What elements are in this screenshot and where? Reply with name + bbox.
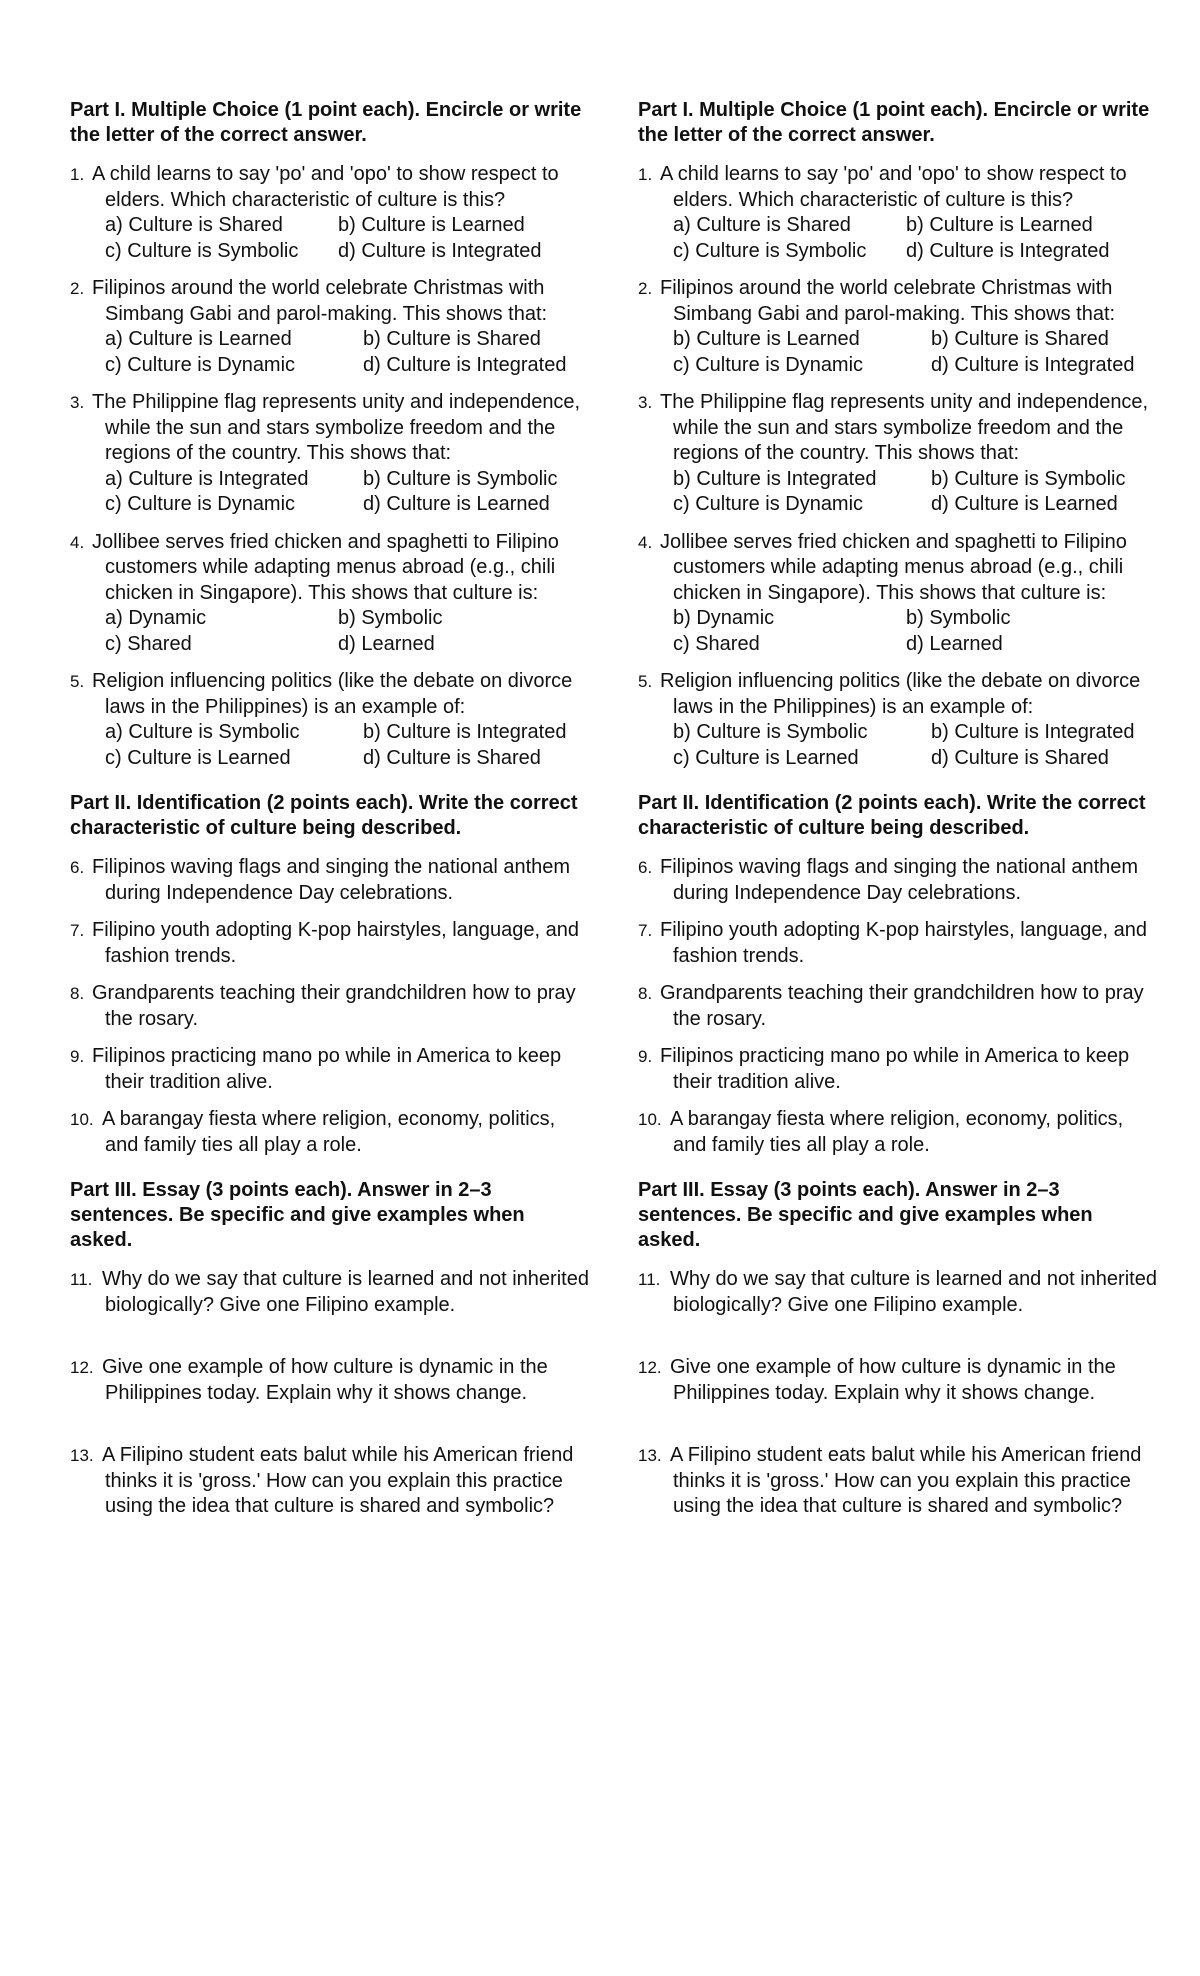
answer-option[interactable]: b) Culture is Learned — [673, 328, 860, 350]
answer-option[interactable]: d) Culture is Shared — [931, 746, 1109, 769]
question-text: Religion influencing politics (like the debate on divorce laws in the Philippines) is an example of: — [660, 670, 1141, 718]
answer-option[interactable]: b) Culture is Symbolic — [931, 467, 1126, 490]
question-number: 1. — [70, 165, 85, 184]
part-section — [70, 98, 590, 771]
question-text: Give one example of how culture is dynamic in the Philippines today. Explain why it shows change. — [102, 1356, 548, 1404]
question-number: 9. — [638, 1047, 653, 1066]
question-text: A Filipino student eats balut while his American friend thinks it is 'gross.' How can you explain this practice using the idea that culture is shared and symbolic? — [102, 1444, 574, 1517]
question-number: 3. — [70, 393, 85, 412]
question-number: 10. — [70, 1110, 94, 1129]
question-text: Jollibee serves fried chicken and spaghetti to Filipino customers while adapting menus abroad (e.g., chili chicken in Singapore). This shows that culture is: — [660, 530, 1127, 604]
question-text: A barangay fiesta where religion, economy, politics, and family ties all play a role. — [102, 1108, 556, 1156]
question-stem — [638, 1044, 1158, 1095]
part-title: Part III. Essay (3 points each). Answer in 2–3 sentences. Be specific and give examples when asked. — [638, 1179, 1093, 1251]
question-item — [70, 162, 590, 264]
answer-options — [70, 213, 590, 264]
question-text: Religion influencing politics (like the debate on divorce laws in the Philippines) is an example of: — [92, 670, 573, 718]
question-number: 6. — [70, 858, 85, 877]
answer-option[interactable]: d) Learned — [906, 632, 1003, 655]
question-text: The Philippine flag represents unity and independence, while the sun and stars symbolize freedom and the regions of the country. This shows that: — [92, 391, 581, 464]
question-number: 2. — [70, 279, 85, 298]
answer-option[interactable]: a) Culture is Learned — [105, 328, 292, 350]
question-number: 7. — [638, 921, 653, 940]
answer-options — [638, 327, 1158, 378]
answer-options — [70, 327, 590, 378]
question-stem — [70, 1443, 590, 1520]
question-stem — [638, 1355, 1158, 1406]
question-item — [70, 981, 590, 1032]
question-stem — [70, 918, 590, 969]
question-item — [70, 390, 590, 518]
question-text: The Philippine flag represents unity and independence, while the sun and stars symbolize freedom and the regions of the country. This shows that: — [660, 391, 1149, 464]
question-number: 12. — [70, 1358, 94, 1377]
answer-options — [70, 720, 590, 771]
answer-options — [70, 606, 590, 657]
question-text: A child learns to say 'po' and 'opo' to show respect to elders. Which characteristic of culture is this? — [92, 163, 559, 211]
question-stem — [638, 1267, 1158, 1318]
question-stem — [70, 1107, 590, 1158]
part-section — [638, 791, 1158, 1158]
question-item — [638, 1355, 1158, 1406]
answer-option[interactable]: b) Culture is Shared — [363, 328, 541, 350]
answer-option[interactable]: a) Culture is Shared — [105, 214, 283, 236]
question-item — [70, 1044, 590, 1095]
question-item — [70, 1267, 590, 1318]
part-title: Part I. Multiple Choice (1 point each). Encircle or write the letter of the correct answer. — [638, 99, 1150, 146]
question-stem — [638, 1107, 1158, 1158]
answer-option[interactable]: d) Culture is Learned — [363, 493, 550, 515]
question-item — [70, 1443, 590, 1520]
question-text: Filipino youth adopting K-pop hairstyles, language, and fashion trends. — [92, 919, 579, 967]
question-item — [638, 669, 1158, 771]
question-item — [638, 981, 1158, 1032]
question-stem — [70, 1044, 590, 1095]
question-number: 1. — [638, 165, 653, 184]
question-item — [638, 276, 1158, 378]
answer-option[interactable]: b) Symbolic — [338, 607, 443, 629]
answer-options — [70, 467, 590, 518]
question-item — [70, 530, 590, 658]
answer-option[interactable]: c) Culture is Dynamic — [673, 493, 864, 515]
answer-option[interactable]: c) Culture is Symbolic — [105, 239, 299, 262]
answer-option[interactable]: d) Culture is Integrated — [931, 353, 1135, 376]
question-stem — [638, 530, 1158, 607]
part-section — [638, 1178, 1158, 1520]
question-number: 4. — [70, 532, 85, 552]
question-text: Jollibee serves fried chicken and spaghetti to Filipino customers while adapting menus abroad (e.g., chili chicken in Singapore). This shows that culture is: — [92, 530, 559, 604]
answer-option[interactable]: a) Culture is Shared — [673, 214, 851, 236]
question-text: Filipinos practicing mano po while in America to keep their tradition alive. — [92, 1045, 562, 1093]
part-section — [70, 791, 590, 1158]
question-number: 3. — [638, 393, 653, 412]
answer-option[interactable]: b) Culture is Integrated — [931, 721, 1135, 743]
answer-options — [638, 720, 1158, 771]
question-number: 13. — [70, 1446, 94, 1465]
question-item — [70, 855, 590, 906]
question-item — [70, 918, 590, 969]
question-number: 11. — [638, 1270, 661, 1289]
answer-option[interactable]: d) Culture is Integrated — [338, 239, 542, 262]
answer-option[interactable]: a) Culture is Integrated — [105, 467, 309, 490]
worksheet-column-left — [70, 98, 590, 1557]
question-stem — [638, 855, 1158, 906]
answer-option[interactable]: a) Dynamic — [105, 607, 207, 629]
question-stem — [70, 1267, 590, 1318]
question-stem — [70, 981, 590, 1032]
question-stem — [638, 981, 1158, 1032]
answer-option[interactable]: c) Culture is Dynamic — [105, 493, 296, 515]
question-number: 5. — [70, 672, 85, 691]
part-section — [70, 1178, 590, 1520]
answer-option[interactable]: c) Culture is Learned — [105, 746, 291, 769]
question-stem — [70, 162, 590, 213]
question-text: Why do we say that culture is learned and not inherited biologically? Give one Filipino example. — [102, 1268, 589, 1316]
question-text: Grandparents teaching their grandchildren how to pray the rosary. — [660, 982, 1144, 1030]
answer-option[interactable]: c) Culture is Dynamic — [105, 353, 296, 376]
question-text: A Filipino student eats balut while his American friend thinks it is 'gross.' How can you explain this practice using the idea that culture is shared and symbolic? — [670, 1444, 1142, 1517]
answer-option[interactable]: d) Culture is Shared — [363, 746, 541, 769]
question-number: 10. — [638, 1110, 662, 1129]
question-item — [638, 162, 1158, 264]
answer-option[interactable]: b) Symbolic — [906, 607, 1011, 629]
answer-options — [638, 606, 1158, 657]
answer-option[interactable]: d) Culture is Integrated — [906, 239, 1110, 262]
question-number: 4. — [638, 532, 653, 552]
part-section — [638, 98, 1158, 771]
answer-option[interactable]: c) Shared — [105, 632, 192, 655]
question-item — [638, 918, 1158, 969]
answer-option[interactable]: b) Culture is Symbolic — [673, 721, 868, 743]
question-number: 8. — [638, 984, 653, 1003]
question-item — [638, 1044, 1158, 1095]
answer-option[interactable]: d) Culture is Learned — [931, 493, 1118, 515]
question-stem — [638, 162, 1158, 213]
question-number: 2. — [638, 279, 653, 298]
answer-option[interactable]: b) Culture is Integrated — [673, 467, 877, 490]
part-title: Part II. Identification (2 points each). Write the correct characteristic of culture being described. — [638, 792, 1146, 839]
question-item — [70, 669, 590, 771]
question-item — [638, 390, 1158, 518]
answer-option[interactable]: c) Culture is Dynamic — [673, 353, 864, 376]
answer-option[interactable]: b) Culture is Learned — [906, 214, 1093, 236]
question-number: 8. — [70, 984, 85, 1003]
question-number: 11. — [70, 1270, 93, 1289]
question-number: 7. — [70, 921, 85, 940]
question-text: A child learns to say 'po' and 'opo' to show respect to elders. Which characteristic of culture is this? — [660, 163, 1127, 211]
question-stem — [638, 669, 1158, 720]
answer-option[interactable]: c) Culture is Learned — [673, 746, 859, 769]
question-item — [70, 1107, 590, 1158]
question-stem — [70, 276, 590, 327]
question-stem — [638, 918, 1158, 969]
answer-option[interactable]: d) Culture is Integrated — [363, 353, 567, 376]
question-item — [638, 1107, 1158, 1158]
part-title: Part I. Multiple Choice (1 point each). Encircle or write the letter of the correct answer. — [70, 99, 582, 146]
answer-option[interactable]: d) Learned — [338, 632, 435, 655]
question-stem — [70, 1355, 590, 1406]
question-item — [638, 530, 1158, 658]
question-item — [638, 1267, 1158, 1318]
answer-option[interactable]: b) Dynamic — [673, 607, 775, 629]
answer-option[interactable]: b) Culture is Integrated — [363, 721, 567, 743]
question-stem — [638, 276, 1158, 327]
answer-options — [638, 467, 1158, 518]
question-text: Grandparents teaching their grandchildren how to pray the rosary. — [92, 982, 576, 1030]
question-number: 5. — [638, 672, 653, 691]
question-stem — [638, 390, 1158, 467]
question-item — [70, 276, 590, 378]
question-text: Filipino youth adopting K-pop hairstyles, language, and fashion trends. — [660, 919, 1147, 967]
answer-option[interactable]: b) Culture is Learned — [338, 214, 525, 236]
question-item — [70, 1355, 590, 1406]
part-title: Part II. Identification (2 points each). Write the correct characteristic of culture being described. — [70, 792, 578, 839]
question-item — [638, 855, 1158, 906]
question-stem — [638, 1443, 1158, 1520]
question-text: A barangay fiesta where religion, economy, politics, and family ties all play a role. — [670, 1108, 1124, 1156]
question-stem — [70, 530, 590, 607]
question-stem — [70, 390, 590, 467]
answer-option[interactable]: a) Culture is Symbolic — [105, 721, 300, 743]
answer-option[interactable]: b) Culture is Symbolic — [363, 467, 558, 490]
question-stem — [70, 855, 590, 906]
worksheet-column-right — [638, 98, 1158, 1557]
part-title: Part III. Essay (3 points each). Answer in 2–3 sentences. Be specific and give examples when asked. — [70, 1179, 525, 1251]
question-number: 13. — [638, 1446, 662, 1465]
question-item — [638, 1443, 1158, 1520]
question-stem — [70, 669, 590, 720]
question-number: 9. — [70, 1047, 85, 1066]
question-text: Filipinos waving flags and singing the national anthem during Independence Day celebrations. — [660, 856, 1139, 904]
question-text: Filipinos waving flags and singing the national anthem during Independence Day celebrations. — [92, 856, 571, 904]
question-text: Filipinos practicing mano po while in America to keep their tradition alive. — [660, 1045, 1130, 1093]
answer-options — [638, 213, 1158, 264]
question-number: 6. — [638, 858, 653, 877]
answer-option[interactable]: c) Shared — [673, 632, 760, 655]
question-text: Filipinos around the world celebrate Christmas with Simbang Gabi and parol-making. This shows that: — [92, 277, 548, 325]
question-text: Filipinos around the world celebrate Christmas with Simbang Gabi and parol-making. This shows that: — [660, 277, 1116, 325]
question-text: Give one example of how culture is dynamic in the Philippines today. Explain why it shows change. — [670, 1356, 1116, 1404]
question-number: 12. — [638, 1358, 662, 1377]
answer-option[interactable]: b) Culture is Shared — [931, 328, 1109, 350]
question-text: Why do we say that culture is learned and not inherited biologically? Give one Filipino example. — [670, 1268, 1157, 1316]
answer-option[interactable]: c) Culture is Symbolic — [673, 239, 867, 262]
